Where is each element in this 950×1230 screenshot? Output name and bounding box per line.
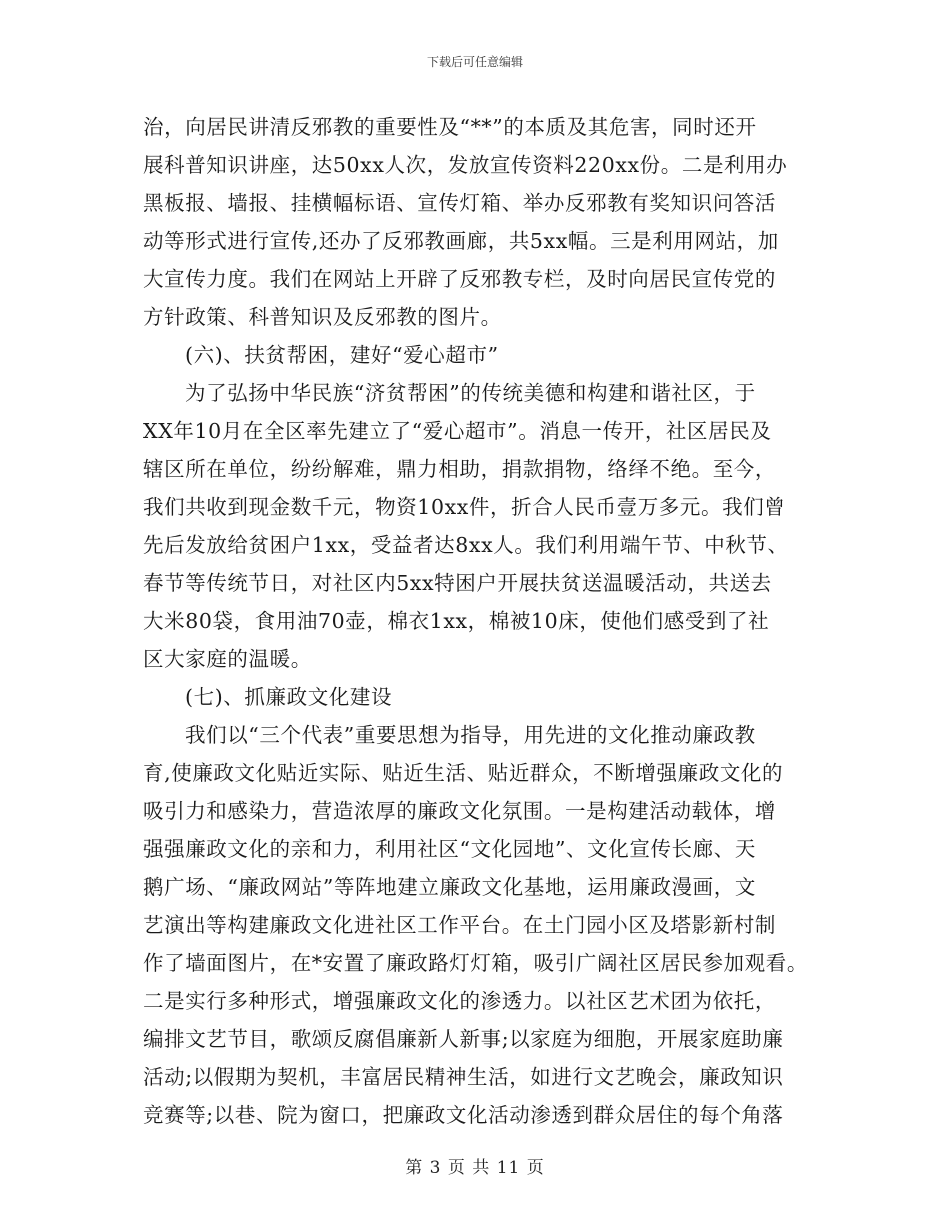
text-line: 我们以“三个代表”重要思想为指导，用先进的文化推动廉政教 (185, 723, 756, 747)
text-line: 区大家庭的温暖。 (143, 647, 312, 671)
text-line: XX年10月在全区率先建立了“爱心超市”。消息一传开，社区居民及 (143, 419, 772, 443)
page-number: 第 3 页 共 11 页 (405, 1158, 545, 1178)
text-line: 辖区所在单位，纷纷解难，鼎力相助，捐款捐物，络绎不绝。至今， (143, 457, 776, 481)
text-line: 为了弘扬中华民族“济贫帮困”的传统美德和构建和谐社区，于 (185, 381, 756, 405)
section-heading: (六)、扶贫帮困，建好“爱心超市” (185, 343, 499, 367)
text-line: 大米80袋，食用油70壶，棉衣1xx，棉被10床，使他们感受到了社 (143, 609, 770, 633)
text-line: 艺演出等构建廉政文化进社区工作平台。在土门园小区及塔影新村制 (143, 913, 776, 937)
text-line: 治，向居民讲清反邪教的重要性及“**”的本质及其危害，同时还开 (143, 115, 757, 139)
text-line: 作了墙面图片，在*安置了廉政路灯灯箱，吸引广阔社区居民参加观看。 (143, 951, 808, 975)
text-line: 展科普知识讲座，达50xx人次，发放宣传资料220xx份。二是利用办 (143, 153, 788, 177)
text-line: 先后发放给贫困户1xx，受益者达8xx人。我们利用端午节、中秋节、 (143, 533, 789, 557)
header-note: 下载后可任意编辑 (426, 55, 523, 69)
text-line: 鹅广场、“廉政网站”等阵地建立廉政文化基地，运用廉政漫画，文 (143, 875, 756, 899)
text-line: 方针政策、科普知识及反邪教的图片。 (143, 305, 502, 329)
text-line: 活动;以假期为契机，丰富居民精神生活，如进行文艺晚会，廉政知识 (143, 1065, 784, 1089)
text-line: 大宣传力度。我们在网站上开辟了反邪教专栏，及时向居民宣传党的 (143, 267, 776, 291)
text-line: 竞赛等;以巷、院为窗口，把廉政文化活动渗透到群众居住的每个角落 (143, 1103, 784, 1127)
text-line: 育,使廉政文化贴近实际、贴近生活、贴近群众，不断增强廉政文化的 (143, 761, 784, 785)
text-line: 我们共收到现金数千元，物资10xx件，折合人民币壹万多元。我们曾 (143, 495, 786, 519)
text-line: 春节等传统节日，对社区内5xx特困户开展扶贫送温暖活动，共送去 (143, 571, 772, 595)
text-line: 动等形式进行宣传,还办了反邪教画廊，共5xx幅。三是利用网站，加 (143, 229, 779, 253)
section-heading: (七)、抓廉政文化建设 (185, 685, 393, 709)
text-line: 黑板报、墙报、挂横幅标语、宣传灯箱、举办反邪教有奖知识问答活 (143, 191, 776, 215)
text-line: 二是实行多种形式，增强廉政文化的渗透力。以社区艺术团为依托， (143, 989, 776, 1013)
text-line: 吸引力和感染力，营造浓厚的廉政文化氛围。一是构建活动载体，增 (143, 799, 776, 823)
text-line: 编排文艺节目，歌颂反腐倡廉新人新事;以家庭为细胞，开展家庭助廉 (143, 1027, 784, 1051)
text-line: 强强廉政文化的亲和力，利用社区“文化园地”、文化宣传长廊、天 (143, 837, 756, 861)
